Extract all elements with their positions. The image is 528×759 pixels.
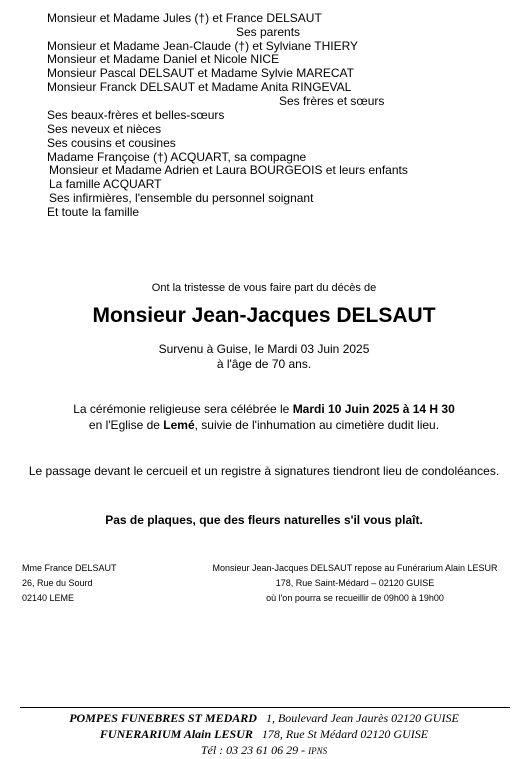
family-line: Monsieur et Madame Adrien et Laura BOURGEOIS et leurs enfants <box>49 163 408 177</box>
footer-line2 <box>0 726 528 742</box>
ceremony-date: Mardi 10 Juin 2025 à 14 H 30 <box>292 402 455 416</box>
age-line: à l'âge de 70 ans. <box>216 357 312 371</box>
contact-right-line2: 178, Rue Saint-Médard – 02120 GUISE <box>275 578 435 588</box>
family-line: Ses beaux-frères et belles-sœurs <box>47 108 225 122</box>
family-role-parents: Ses parents <box>236 25 301 39</box>
footer-company: POMPES FUNEBRES ST MEDARD <box>69 711 257 725</box>
announcement-intro: Ont la tristesse de vous faire part du décès de <box>151 282 377 294</box>
family-line: Madame Françoise (†) ACQUART, sa compagne <box>47 150 307 164</box>
contact-right <box>199 561 511 606</box>
footer-funerarium-address: 178, Rue St Médard 02120 GUISE <box>252 727 429 741</box>
death-date: Survenu à Guise, le Mardi 03 Juin 2025 <box>158 342 370 356</box>
family-role-siblings: Ses frères et sœurs <box>279 94 385 108</box>
family-line-parents: Monsieur et Madame Jules (†) et France DELSAUT <box>47 11 322 25</box>
contact-left-street: 26, Rue du Sourd <box>22 578 93 588</box>
footer-line1 <box>0 710 528 726</box>
contact-left-city: 02140 LEME <box>22 593 75 603</box>
contact-right-line1: Monsieur Jean-Jacques DELSAUT repose au Funérarium Alain LESUR <box>212 563 498 573</box>
contact-right-line3: où l'on pourra se recueillir de 09h00 à 19h00 <box>266 593 444 603</box>
family-line: Ses neveux et nièces <box>47 122 162 136</box>
church-line <box>0 418 528 432</box>
footer-divider <box>20 707 510 708</box>
ceremony-line <box>0 402 528 416</box>
contact-left-name: Mme France DELSAUT <box>22 563 117 573</box>
family-line: Monsieur Pascal DELSAUT et Madame Sylvie MARECAT <box>47 66 354 80</box>
church-pre: en l'Eglise de <box>88 418 164 432</box>
footer-phone: Tél : 03 23 61 06 29 - <box>200 743 309 757</box>
church-post: , suivie de l'inhumation au cimetière dudit lieu. <box>194 418 440 432</box>
family-line: Ses infirmières, l'ensemble du personnel soignant <box>49 191 314 205</box>
family-line: Monsieur et Madame Jean-Claude (†) et Sylviane THIERY <box>47 39 359 53</box>
church-place: Lemé <box>163 418 195 432</box>
footer-company-address: 1, Boulevard Jean Jaurès 02120 GUISE <box>256 711 459 725</box>
family-line: La famille ACQUART <box>49 177 162 191</box>
footer-ipns: IPNS <box>308 746 328 756</box>
footer-line3 <box>0 742 528 759</box>
footer-funerarium: FUNERARIUM Alain LESUR <box>99 727 253 741</box>
family-line: Et toute la famille <box>47 205 140 219</box>
family-line: Monsieur Franck DELSAUT et Madame Anita RINGEVAL <box>47 80 352 94</box>
flowers-note: Pas de plaques, que des fleurs naturelles s'il vous plaît. <box>105 513 423 527</box>
family-line: Ses cousins et cousines <box>47 136 176 150</box>
condolences-note: Le passage devant le cercueil et un registre à signatures tiendront lieu de condoléances. <box>28 464 500 478</box>
deceased-name: Monsieur Jean-Jacques DELSAUT <box>92 304 436 327</box>
ceremony-pre: La cérémonie religieuse sera célébrée le <box>73 402 293 416</box>
family-line: Monsieur et Madame Daniel et Nicole NICE <box>47 52 280 66</box>
contact-left <box>22 561 117 606</box>
